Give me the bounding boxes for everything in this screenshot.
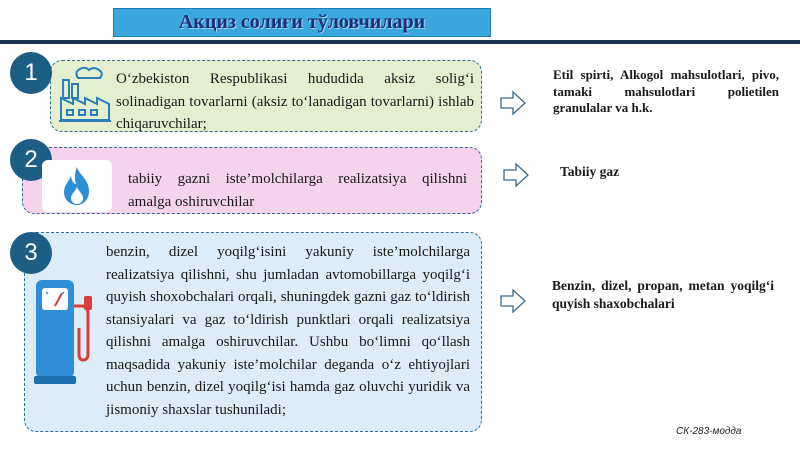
item-text-2: tabiiy gazni iste’molchilarga realizatsiya qilishni amalga oshiruvchilar — [128, 171, 467, 210]
item-result-3: Benzin, dizel, propan, metan yoqilg‘i quyish shaxobchalari — [552, 278, 774, 311]
page-title: Акциз солиғи тўловчилари — [178, 11, 426, 33]
factory-icon — [58, 64, 112, 124]
item-number-2: 2 — [10, 139, 52, 181]
item-result-2: Tabiiy gaz — [560, 164, 620, 179]
item-text-1: O‘zbekiston Respublikasi hududida aksiz solig‘i solinadigan tovarlarni (aksiz to‘lanadigan tovarlarni) ishlab chiqaruvchilar; — [116, 71, 474, 132]
item-result-1: Etil spirti, Alkogol mahsulotlari, pivo, tamaki mahsulotlari polietilen granulalar va h.k. — [553, 67, 779, 115]
item-number-1: 1 — [10, 52, 52, 94]
item-text-3: benzin, dizel yoqilg‘isini yakuniy iste’molchilarga realizatsiya qilishni, shu jumladan avtomobillarga yoqilg‘i quyish shoxobchalari orqali, shuningdek gazni gaz to‘ldirish stansiyalari va gaz to‘ldirish punktlari orqali realizatsiya qilishni amalga oshiruvchilar. Ushbu bo‘limni qo‘llash maqsadida yakuniy iste’molchilar deganda o‘z ehtiyojlari uchun benzin, dizel yoqilg‘isi hamda gaz oluvchi yuridik va jismoniy shaxslar tushuniladi; — [106, 244, 470, 418]
footnote-reference: СК-283-модда — [676, 426, 742, 437]
arrow-right-icon — [503, 162, 529, 188]
fuel-pump-icon — [32, 276, 98, 388]
item-number-3: 3 — [10, 232, 52, 274]
header-divider — [0, 40, 800, 44]
gas-flame-icon — [42, 160, 112, 212]
arrow-right-icon — [500, 90, 526, 116]
title-banner — [113, 8, 491, 37]
arrow-right-icon — [500, 288, 526, 314]
